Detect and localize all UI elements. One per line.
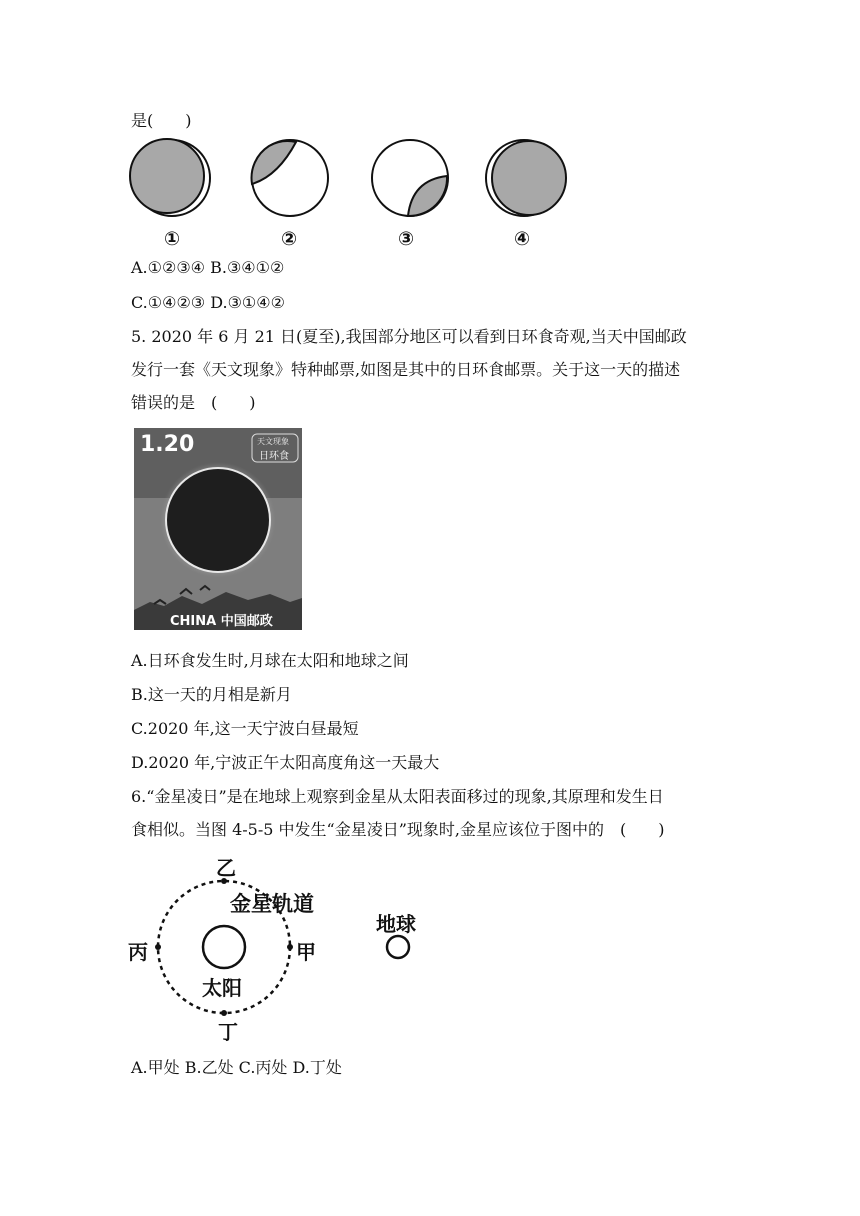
stamp-series-label: 天文现象 (257, 437, 289, 446)
q4-options-cd: C.①④②③ D.③①④② (131, 293, 285, 312)
q6-options: A.甲处 B.乙处 C.丙处 D.丁处 (131, 1058, 342, 1077)
position-yi-label: 乙 (216, 856, 236, 880)
phase-figure-4 (482, 136, 568, 220)
venus-transit-diagram (120, 850, 440, 1050)
q5-option-d: D.2020 年,宁波正午太阳高度角这一天最大 (131, 753, 440, 772)
q4-stem-tail: 是( ) (131, 111, 192, 130)
q5-stem-line-2: 发行一套《天文现象》特种邮票,如图是其中的日环食邮票。关于这一天的描述 (131, 360, 681, 379)
earth-label: 地球 (376, 912, 416, 936)
q5-stem-line-3: 错误的是 ( ) (131, 393, 256, 412)
q5-option-a: A.日环食发生时,月球在太阳和地球之间 (131, 651, 409, 670)
annular-eclipse-stamp (130, 424, 306, 634)
phase-label-2: ② (281, 228, 298, 250)
phase-figure-3 (368, 136, 452, 220)
position-ding-label: 丁 (218, 1020, 238, 1044)
phase-figure-2 (248, 136, 332, 220)
phase-figure-1 (128, 136, 216, 220)
phase-label-1: ① (164, 228, 181, 250)
venus-orbit-label: 金星轨道 (230, 892, 314, 916)
q6-stem-line-2: 食相似。当图 4-5-5 中发生“金星凌日”现象时,金星应该位于图中的 ( ) (131, 820, 665, 839)
stamp-denomination: 1.20 (140, 432, 195, 457)
q6-stem-line-1: 6.“金星凌日”是在地球上观察到金星从太阳表面移过的现象,其原理和发生日 (131, 787, 664, 806)
phase-label-3: ③ (398, 228, 415, 250)
q5-stem-line-1: 5. 2020 年 6 月 21 日(夏至),我国部分地区可以看到日环食奇观,当天中国邮政 (131, 327, 687, 346)
q5-option-b: B.这一天的月相是新月 (131, 685, 292, 704)
stamp-title-label: 日环食 (259, 451, 289, 462)
sun-label: 太阳 (202, 976, 242, 1000)
stamp-issuer: CHINA 中国邮政 (170, 614, 273, 629)
position-bing-label: 丙 (128, 940, 148, 964)
q5-option-c: C.2020 年,这一天宁波白昼最短 (131, 719, 359, 738)
position-jia-label: 甲 (296, 940, 316, 964)
q4-options-ab: A.①②③④ B.③④①② (131, 258, 285, 277)
phase-label-4: ④ (514, 228, 531, 250)
